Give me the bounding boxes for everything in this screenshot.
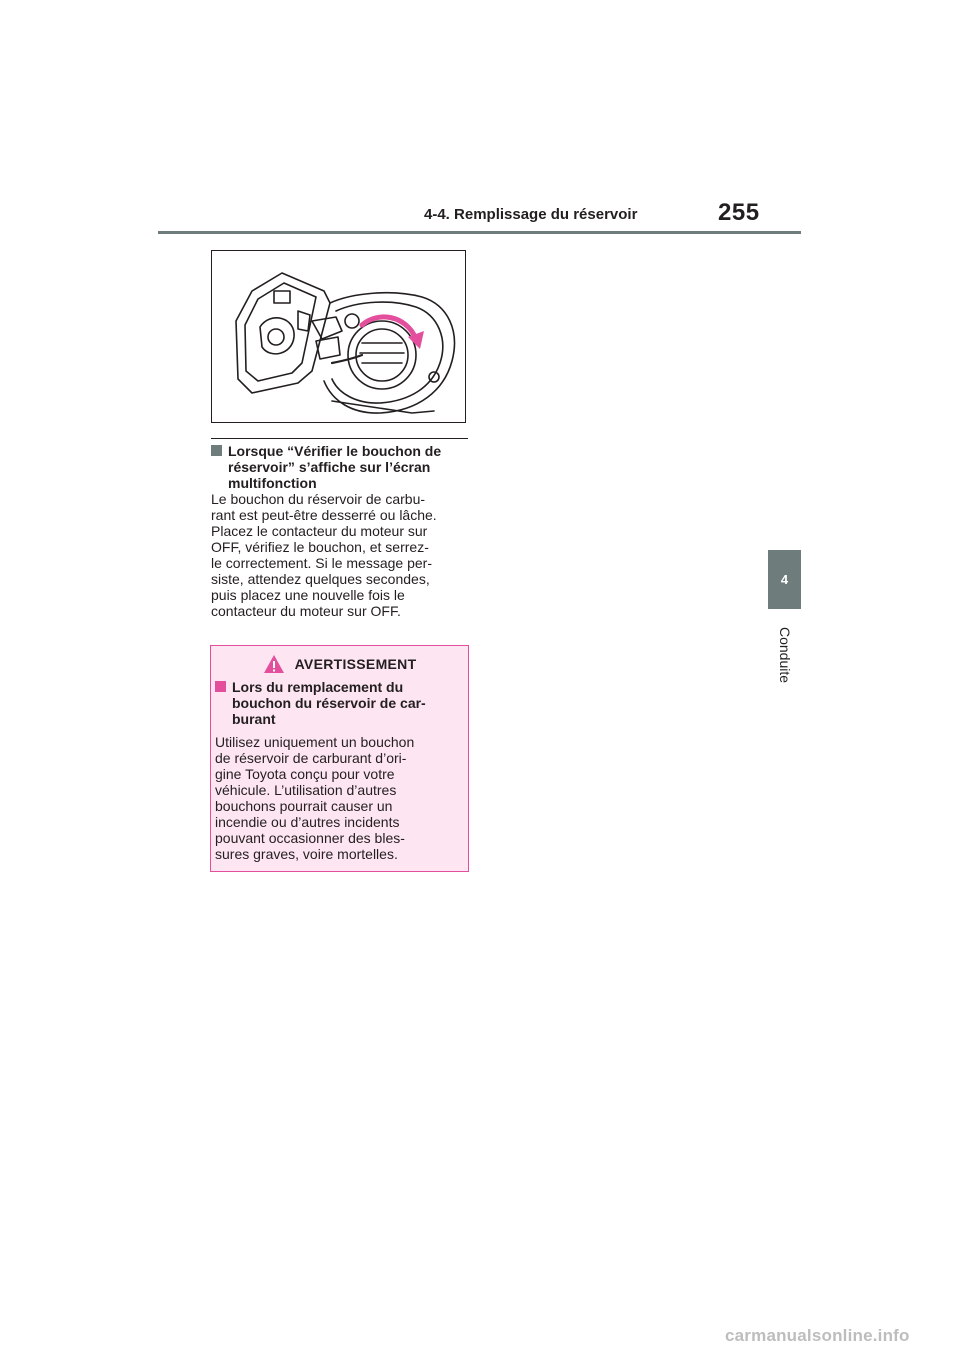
chapter-label-text: Conduite <box>777 626 794 684</box>
warning-triangle-icon <box>263 654 285 674</box>
section-divider <box>211 438 468 439</box>
section-title: 4-4. Remplissage du réservoir <box>424 206 638 223</box>
section-body: Le bouchon du réservoir de carbu- rant est peut-être desserré ou lâche. Placez le contacteur du moteur sur OFF, vérifiez le bouchon, et serrez- le correctement. Si le message per- siste, attendez quelques secondes, puis placez une nouvelle fois le contacteur du moteur sur OFF. <box>211 491 437 619</box>
header-divider <box>158 231 801 234</box>
warning-title-text: AVERTISSEMENT <box>294 656 417 672</box>
section-heading-text: Lorsque “Vérifier le bouchon de réservoir” s’affiche sur l’écran multifonction <box>228 443 442 491</box>
warning-heading <box>215 679 465 727</box>
watermark: carmanualsonline.info <box>725 1326 910 1345</box>
fuel-cap-illustration <box>211 250 466 423</box>
chapter-label <box>762 620 808 690</box>
chapter-number: 4 <box>780 572 789 587</box>
warning-body: Utilisez uniquement un bouchon de réservoir de carburant d’ori- gine Toyota conçu pour votre véhicule. L’utilisation d’autres bouchons pourrait causer un incendie ou d’autres incidents pouvant occasionner des bles- sures graves, voire mortelles. <box>215 734 415 862</box>
bullet-square-icon <box>215 681 226 692</box>
page-number: 255 <box>718 199 760 226</box>
warning-title <box>211 653 468 675</box>
bullet-square-icon <box>211 445 222 456</box>
warning-box <box>210 645 469 872</box>
section-heading <box>211 443 469 491</box>
warning-heading-text: Lors du remplacement du bouchon du réservoir de car- burant <box>232 679 426 727</box>
fuel-cap-drawing <box>212 251 465 422</box>
chapter-tab[interactable] <box>768 550 801 609</box>
